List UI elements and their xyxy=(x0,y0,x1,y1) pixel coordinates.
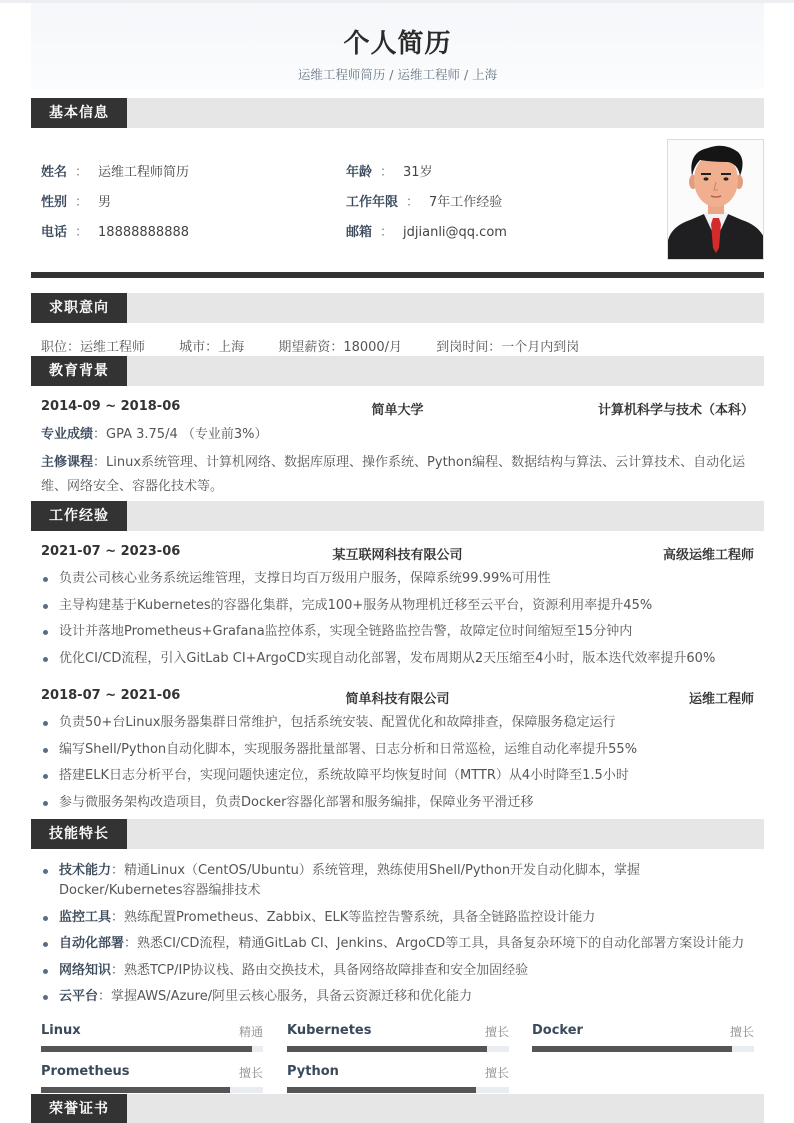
list-item: 主导构建基于Kubernetes的容器化集群，完成100+服务从物理机迁移至云平台，资源利用率提升45% xyxy=(41,596,754,616)
section-title: 荣誉证书 xyxy=(31,1094,127,1123)
section-title: 工作经验 xyxy=(31,501,127,531)
info-age: 年龄 ： 31岁 xyxy=(346,165,433,180)
list-item: 云平台：掌握AWS/Azure/阿里云核心服务，具备云资源迁移和优化能力 xyxy=(41,987,754,1007)
work-entry-1-header xyxy=(41,544,754,562)
education-period: 2014-09 ~ 2018-06 xyxy=(41,399,181,414)
bullet-icon xyxy=(43,916,48,921)
work-entry-1-duties xyxy=(41,569,754,675)
bullet-icon xyxy=(43,942,48,947)
info-label: 姓名 xyxy=(41,165,68,180)
info-value: 7年工作经验 xyxy=(429,195,503,210)
list-item: 网络知识：熟悉TCP/IP协议栈、路由交换技术，具备网络故障排查和安全加固经验 xyxy=(41,961,754,981)
skill-track xyxy=(41,1087,263,1093)
info-label: 工作年限 xyxy=(346,195,399,210)
intent-city: 城市：上海 xyxy=(179,340,245,355)
intent-salary: 期望薪资：18000/月 xyxy=(278,340,403,355)
list-item: 优化CI/CD流程，引入GitLab CI+ArgoCD实现自动化部署，发布周期从2天压缩至4小时，版本迭代效率提升60% xyxy=(41,649,754,669)
info-gender: 性别 ： 男 xyxy=(41,195,112,210)
bullet-icon xyxy=(43,577,48,582)
list-item: 设计并落地Prometheus+Grafana监控体系，实现全链路监控告警，故障定位时间缩短至15分钟内 xyxy=(41,622,754,642)
info-label: 电话 xyxy=(41,225,68,240)
gpa-value: ：GPA 3.75/4 （专业前3%） xyxy=(93,427,268,442)
skill-fill xyxy=(41,1087,230,1093)
section-title: 求职意向 xyxy=(31,293,127,323)
gpa-label: 专业成绩 xyxy=(41,427,94,442)
info-name: 姓名 ： 运维工程师简历 xyxy=(41,165,190,180)
list-item: 参与微服务架构改造项目，负责Docker容器化部署和服务编排，保障业务平滑迁移 xyxy=(41,793,754,813)
education-school: 简单大学 xyxy=(371,403,424,418)
info-experience-years: 工作年限 ： 7年工作经验 xyxy=(346,195,503,210)
intent-position: 职位：运维工程师 xyxy=(41,340,146,355)
bullet-icon xyxy=(43,869,48,874)
section-title: 技能特长 xyxy=(31,819,127,849)
skill-name: Linux xyxy=(41,1023,81,1038)
skill-name: Docker xyxy=(532,1023,583,1038)
list-item: 负责公司核心业务系统运维管理，支撑日均百万级用户服务，保障系统99.99%可用性 xyxy=(41,569,754,589)
info-phone: 电话 ： 18888888888 xyxy=(41,225,190,240)
avatar-illustration-icon xyxy=(668,140,764,260)
skill-level: 擅长 xyxy=(238,1066,263,1080)
work-period: 2021-07 ~ 2023-06 xyxy=(41,544,181,559)
section-title: 教育背景 xyxy=(31,356,127,386)
skill-bar-linux xyxy=(41,1023,263,1063)
page-subtitle: 运维工程师简历 / 运维工程师 / 上海 xyxy=(297,67,498,82)
skill-track xyxy=(532,1046,754,1052)
skill-track xyxy=(41,1046,263,1052)
skill-name: Python xyxy=(287,1064,339,1079)
work-entry-2-duties xyxy=(41,713,754,819)
skill-fill xyxy=(287,1046,487,1052)
list-item: 监控工具：熟练配置Prometheus、Zabbix、ELK等监控告警系统，具备全链路监控设计能力 xyxy=(41,908,754,928)
courses-value: ：Linux系统管理、计算机网络、数据库原理、操作系统、Python编程、数据结构与算法、云计算技术、自动化运维、网络安全、容器化技术等。 xyxy=(41,455,746,494)
profile-photo xyxy=(667,139,764,260)
resume-header xyxy=(31,3,764,89)
section-education xyxy=(31,356,764,386)
skill-track xyxy=(287,1046,509,1052)
list-item: 编写Shell/Python自动化脚本，实现服务器批量部署、日志分析和日常巡检，运维自动化率提升55% xyxy=(41,740,754,760)
skill-level: 精通 xyxy=(238,1025,263,1039)
bullet-icon xyxy=(43,630,48,635)
job-intent-row xyxy=(41,336,609,355)
skill-bar-kubernetes xyxy=(287,1023,509,1063)
info-email: 邮箱 ： jdjianli@qq.com xyxy=(346,225,507,240)
divider xyxy=(31,272,764,278)
info-value: jdjianli@qq.com xyxy=(403,225,507,240)
skill-level: 擅长 xyxy=(729,1025,754,1039)
section-honors xyxy=(31,1094,764,1123)
skill-track xyxy=(287,1087,509,1093)
skill-name: Prometheus xyxy=(41,1064,130,1079)
work-title: 高级运维工程师 xyxy=(662,548,754,563)
education-major: 计算机科学与技术（本科） xyxy=(597,403,754,418)
education-gpa xyxy=(41,423,754,447)
list-item: 技术能力：精通Linux（CentOS/Ubuntu）系统管理，熟练使用Shell/Python开发自动化脚本，掌握Docker/Kubernetes容器编排技术 xyxy=(41,861,754,901)
skills-list xyxy=(41,861,754,1014)
bullet-icon xyxy=(43,801,48,806)
info-value: 男 xyxy=(98,195,112,210)
bullet-icon xyxy=(43,748,48,753)
list-item: 自动化部署：熟悉CI/CD流程，精通GitLab CI、Jenkins、ArgoCD等工具，具备复杂环境下的自动化部署方案设计能力 xyxy=(41,934,754,954)
skill-name: Kubernetes xyxy=(287,1023,372,1038)
skill-fill xyxy=(532,1046,732,1052)
work-company: 某互联网科技有限公司 xyxy=(332,548,463,563)
info-value: 运维工程师简历 xyxy=(98,165,190,180)
info-label: 性别 xyxy=(41,195,68,210)
bullet-icon xyxy=(43,969,48,974)
skill-level: 擅长 xyxy=(484,1025,509,1039)
bullet-icon xyxy=(43,657,48,662)
bullet-icon xyxy=(43,604,48,609)
info-label: 年龄 xyxy=(346,165,373,180)
bullet-icon xyxy=(43,774,48,779)
education-entry xyxy=(41,399,754,417)
skill-bar-docker xyxy=(532,1023,754,1063)
section-skills xyxy=(31,819,764,849)
bullet-icon xyxy=(43,721,48,726)
resume-page xyxy=(31,0,764,1123)
info-label: 邮箱 xyxy=(346,225,373,240)
bullet-icon xyxy=(43,995,48,1000)
info-value: 31岁 xyxy=(403,165,433,180)
info-value: 18888888888 xyxy=(98,225,190,240)
work-entry-2-header xyxy=(41,688,754,706)
list-item: 搭建ELK日志分析平台，实现问题快速定位，系统故障平均恢复时间（MTTR）从4小时降至1.5小时 xyxy=(41,766,754,786)
skill-level: 擅长 xyxy=(484,1066,509,1080)
courses-label: 主修课程 xyxy=(41,455,94,470)
list-item: 负责50+台Linux服务器集群日常维护，包括系统安装、配置优化和故障排查，保障服务稳定运行 xyxy=(41,713,754,733)
section-job-intent xyxy=(31,293,764,323)
section-basic-info xyxy=(31,98,764,128)
page-title: 个人简历 xyxy=(343,29,452,59)
work-period: 2018-07 ~ 2021-06 xyxy=(41,688,181,703)
skill-fill xyxy=(287,1087,476,1093)
section-title: 基本信息 xyxy=(31,98,127,128)
work-title: 运维工程师 xyxy=(688,692,754,707)
skill-fill xyxy=(41,1046,252,1052)
education-courses xyxy=(41,451,754,499)
intent-availability: 到岗时间：一个月内到岗 xyxy=(436,340,580,355)
section-work-experience xyxy=(31,501,764,531)
work-company: 简单科技有限公司 xyxy=(345,692,450,707)
